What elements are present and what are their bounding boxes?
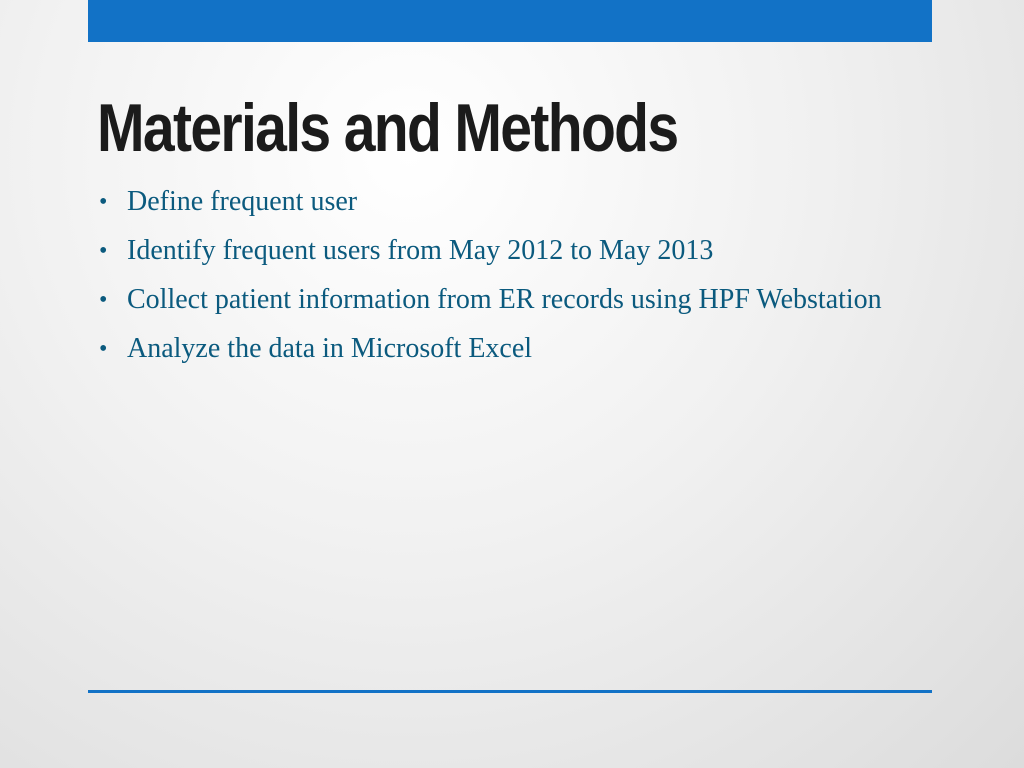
bullet-item: [99, 280, 919, 320]
bottom-divider-line: [88, 690, 932, 693]
bullet-point-icon: •: [99, 238, 108, 264]
bullet-list: [99, 182, 919, 378]
bullet-point-icon: •: [99, 287, 108, 313]
top-accent-bar: [88, 0, 932, 42]
bullet-text: Analyze the data in Microsoft Excel: [127, 333, 533, 364]
slide-title: Materials and Methods: [97, 90, 678, 166]
bullet-item: [99, 231, 919, 271]
bullet-item: [99, 329, 919, 369]
bullet-point-icon: •: [99, 336, 108, 362]
bullet-text: Identify frequent users from May 2012 to May 2013: [127, 235, 714, 266]
bullet-point-icon: •: [99, 189, 108, 215]
bullet-item: [99, 182, 919, 222]
bullet-text: Define frequent user: [127, 186, 358, 217]
bullet-text: Collect patient information from ER records using HPF Webstation: [127, 284, 882, 315]
